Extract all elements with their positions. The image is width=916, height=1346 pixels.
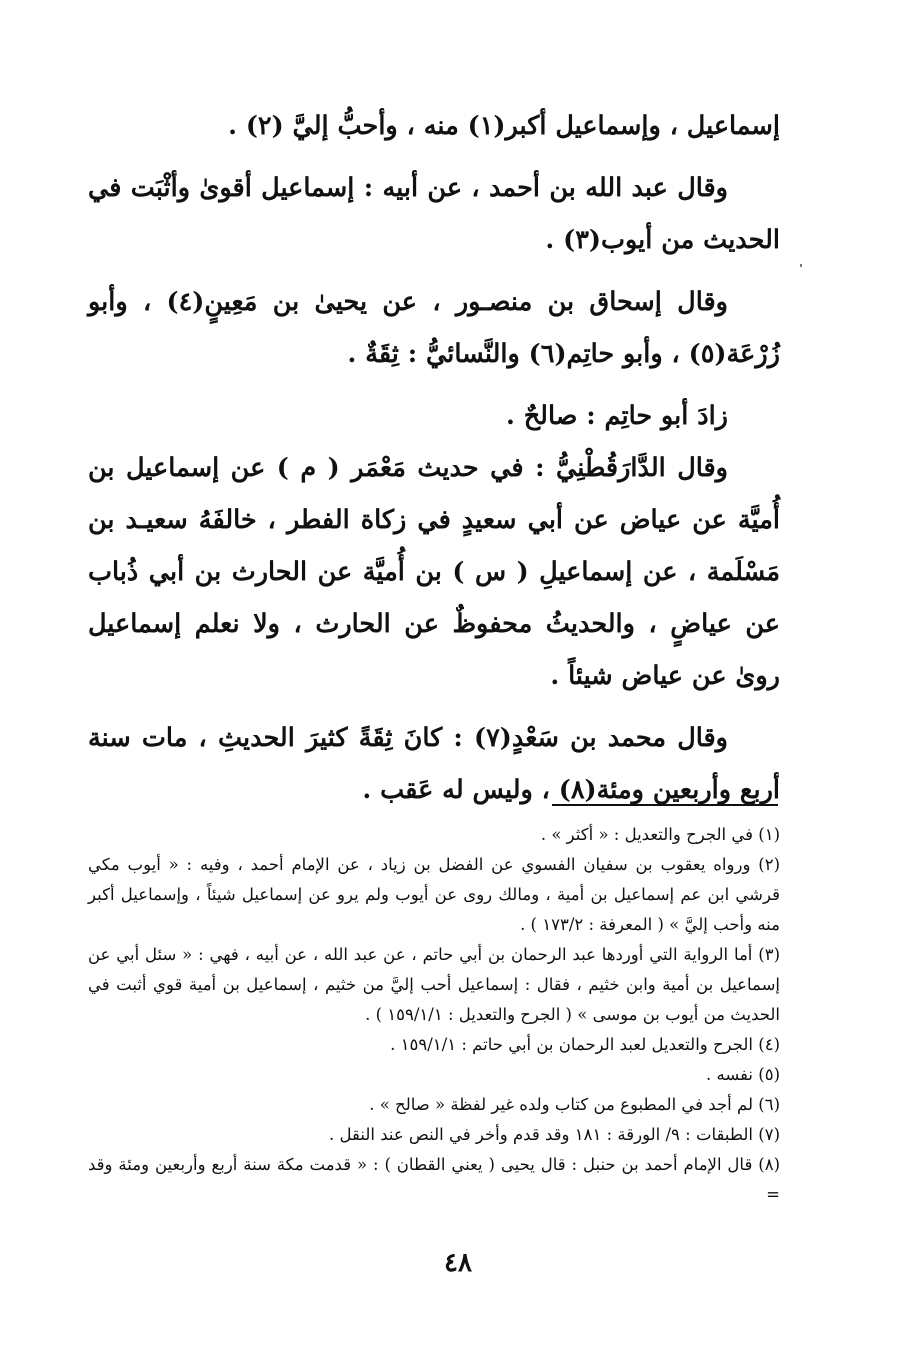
- paragraph-6: وقال محمد بن سَعْدٍ(٧) : كانَ ثِقَةً كثيرَ الحديثِ ، مات سنة أربع وأربعين ومئة(٨) ، وليس له عَقب .: [88, 723, 780, 805]
- page-number: ٤٨: [444, 1248, 472, 1278]
- footnote-1: (١) في الجرح والتعديل : « أكثر » .: [540, 825, 780, 844]
- footnote-5: (٥) نفسه .: [706, 1065, 780, 1084]
- footnote-8: (٨) قال الإمام أحمد بن حنبل : قال يحيى ( يعني القطان ) : « قدمت مكة سنة أربع وأربعين ومئة وقد =: [88, 1155, 780, 1204]
- footnotes-section: [88, 820, 780, 1210]
- paragraph-5: وقال الدَّارَقُطْنِيُّ : في حديث مَعْمَر ( م ) عن إسماعيل بن أُميَّة عن عياض عن أبي سعيدٍ في زكاة الفطر ، خالفَهُ سعيـد بن مَسْلَمة ، عن إسماعيلِ ( س ) بن أُميَّة عن الحارث بن أبي ذُباب عن عياضٍ ، والحديثُ محفوظٌ عن الحارث ، ولا نعلم إسماعيل روىٰ عن عياض شيئاً .: [88, 453, 780, 691]
- paragraph-1: إسماعيل ، وإسماعيل أكبر(١) منه ، وأحبُّ إليَّ (٢) .: [228, 111, 780, 141]
- main-text-body: [88, 100, 780, 826]
- footnote-4: (٤) الجرح والتعديل لعبد الرحمان بن أبي حاتم : ١٥٩/١/١ .: [390, 1035, 780, 1054]
- paragraph-2: وقال عبد الله بن أحمد ، عن أبيه : إسماعيل أقوىٰ وأثْبَت في الحديث من أيوب(٣) .: [88, 173, 780, 255]
- footnote-3: (٣) أما الرواية التي أوردها عبد الرحمان بن أبي حاتم ، عن عبد الله ، عن أبيه ، فهي : « سئل أبي عن إسماعيل بن أمية وابن خثيم ، فقال : إسماعيل أحب إليَّ من خثيم ، إسماعيل بن أمية قوي أثبت في الحديث من أيوب بن موسى » ( الجرح والتعديل : ١٥٩/١/١ ) .: [88, 945, 780, 1024]
- paragraph-3: وقال إسحاق بن منصـور ، عن يحيىٰ بن مَعِينٍ(٤) ، وأبو زُرْعَة(٥) ، وأبو حاتِم(٦) والنَّسائيُّ : ثِقَةٌ .: [88, 287, 780, 369]
- footnote-7: (٧) الطبقات : ٩/ الورقة : ١٨١ وقد قدم وأخر في النص عند النقل .: [329, 1125, 780, 1144]
- footnote-divider: [552, 804, 778, 806]
- margin-speck: [800, 264, 802, 267]
- footnote-2: (٢) ورواه يعقوب بن سفيان الفسوي عن الفضل بن زياد ، عن الإمام أحمد ، وفيه : « أيوب مكي قرشي ابن عم إسماعيل بن أمية ، ومالك روى عن أيوب ولم يرو عن إسماعيل شيئاً ، وإسماعيل أكبر منه وأحب إليَّ » ( المعرفة : ١٧٣/٢ ) .: [88, 855, 780, 934]
- footnote-6: (٦) لم أجد في المطبوع من كتاب ولده غير لفظة « صالح » .: [369, 1095, 780, 1114]
- paragraph-4: زادَ أبو حاتِم : صالحٌ .: [505, 401, 728, 431]
